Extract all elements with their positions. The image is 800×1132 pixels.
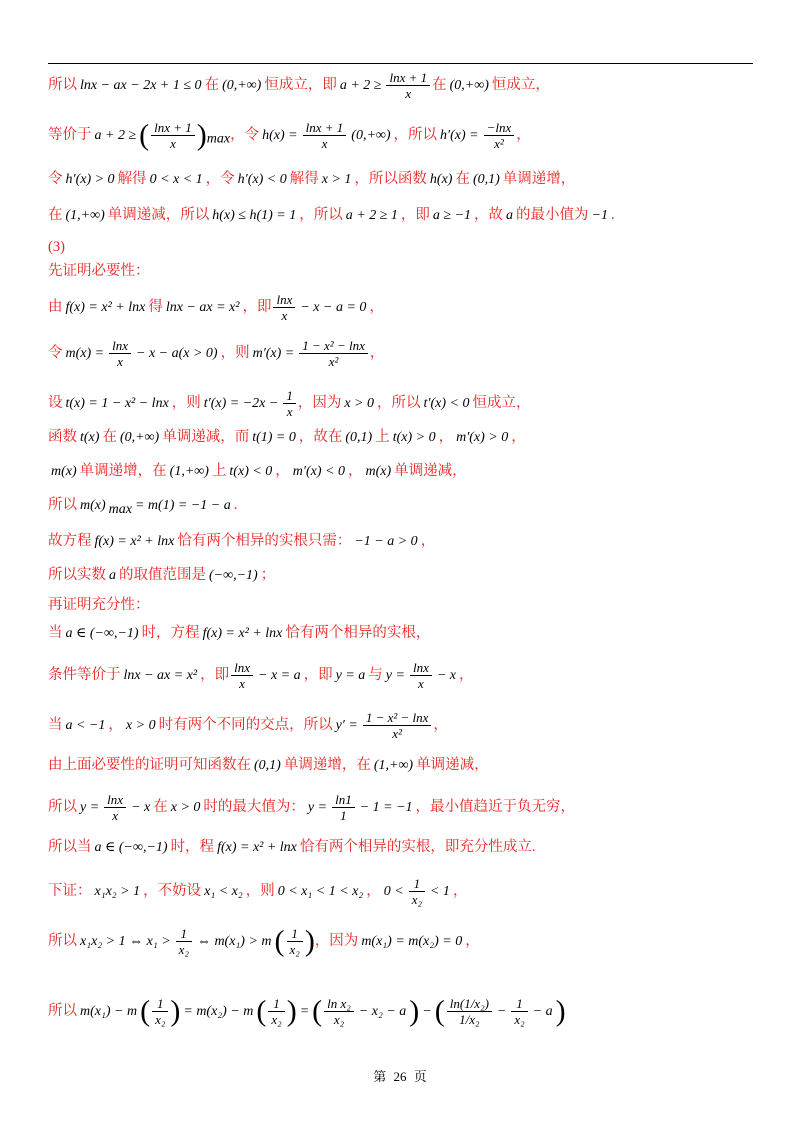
right-paren: )	[170, 994, 181, 1028]
math-fraction	[409, 876, 425, 907]
text-run: 的最小值为	[516, 207, 589, 223]
text-run: ，	[420, 533, 436, 549]
math-expression: (0,1)	[345, 430, 373, 445]
text-run: 恒成立，	[491, 76, 550, 93]
math-fraction	[176, 926, 192, 957]
text-run: ，	[452, 882, 468, 899]
fraction-numerator: 1	[511, 996, 527, 1012]
math-expression: m(x)	[80, 498, 106, 513]
math-expression: (0,+∞)	[119, 430, 160, 445]
math-expression: (1,+∞)	[65, 208, 105, 223]
text-run: ，	[366, 882, 381, 899]
left-paren: (	[274, 924, 285, 958]
text-run: 上	[375, 429, 390, 445]
math-expression: a < −1	[65, 717, 106, 733]
math-expression: h(x) ≤ h(1) = 1	[212, 208, 297, 223]
text-run: 恒成立，	[472, 394, 531, 411]
fraction-numerator: ln x₂	[324, 996, 354, 1012]
math-expression: m′(x) < 0	[292, 464, 345, 479]
math-expression: − x − a(x > 0)	[136, 345, 218, 361]
text-run: ，	[459, 666, 474, 683]
math-expression: < 1	[429, 883, 450, 899]
math-expression: −1 − a > 0	[354, 534, 418, 549]
math-expression: 0 <	[383, 883, 404, 899]
fraction-numerator: lnx + 1	[151, 120, 195, 136]
text-line-l3	[48, 168, 575, 191]
math-expression: f(x) = x² + lnx	[202, 626, 283, 641]
text-line-l10	[48, 426, 526, 449]
text-run: 条件等价于	[48, 666, 121, 683]
math-expression: t′(x) < 0	[423, 395, 470, 411]
text-run: 单调递增，	[502, 171, 576, 187]
math-fraction	[410, 660, 432, 691]
right-paren: )	[196, 118, 207, 152]
math-expression: m(x)	[365, 464, 392, 479]
fraction-numerator: lnx + 1	[386, 70, 430, 86]
math-expression: x > 0	[170, 799, 201, 815]
text-run: ，即	[242, 298, 272, 315]
right-paren: )	[555, 994, 566, 1028]
fraction-numerator: ln1	[332, 792, 355, 808]
math-expression: y′ =	[335, 717, 358, 733]
math-fraction	[363, 710, 432, 741]
text-line-l8	[48, 338, 384, 369]
math-expression: t(x) < 0	[229, 464, 273, 479]
math-fraction	[511, 996, 527, 1027]
fraction-numerator: −lnx	[484, 120, 515, 136]
math-expression: m(x₁) − m	[80, 1003, 138, 1019]
text-line-l9	[48, 388, 530, 419]
text-run: ，即	[400, 207, 430, 223]
math-expression: lnx − ax = x²	[165, 299, 240, 315]
math-expression: h′(x) =	[440, 127, 479, 143]
text-run: 单调递增，在	[283, 757, 371, 773]
text-run: ，	[465, 932, 480, 949]
math-expression: (0,+∞)	[449, 77, 489, 93]
text-run: ，故	[474, 207, 504, 223]
text-run: ，	[438, 429, 454, 445]
math-expression: f(x) = x² + lnx	[94, 534, 175, 549]
fraction-denominator: x₂	[289, 942, 300, 957]
text-run: 在	[102, 429, 117, 445]
text-run: ，则	[220, 344, 250, 361]
math-fraction	[303, 120, 347, 151]
fraction-numerator: lnx	[273, 292, 295, 308]
text-run: 所以当	[48, 839, 92, 855]
math-fraction	[324, 996, 354, 1027]
right-paren: )	[304, 924, 315, 958]
math-expression: − a	[532, 1003, 553, 1019]
math-fraction	[104, 792, 126, 823]
math-expression: 0 < x₁ < 1 < x₂	[277, 883, 364, 899]
text-run: ，令	[230, 126, 260, 143]
text-run: ，因为	[297, 394, 342, 411]
text-run: 上	[211, 463, 227, 479]
math-expression: −1	[591, 208, 608, 223]
text-run: 故方程	[48, 533, 92, 549]
text-run: 再证明充分性：	[48, 597, 150, 613]
right-paren: )	[286, 994, 297, 1028]
math-expression: (1,+∞)	[373, 758, 414, 773]
fraction-numerator: 1	[409, 876, 425, 892]
text-run: 函数	[48, 429, 77, 445]
text-line-l14	[48, 564, 275, 587]
fraction-numerator: 1	[283, 388, 296, 404]
math-expression: x₁x₂ > 1 ⇔ x₁ >	[80, 933, 171, 949]
math-expression: (0,1)	[254, 758, 281, 773]
text-run: 单调递增，在	[79, 463, 167, 479]
math-expression: y =	[385, 667, 405, 683]
math-fraction	[386, 70, 430, 101]
math-expression: t′(x) = −2x −	[203, 395, 279, 411]
text-run: 在	[455, 171, 470, 187]
fraction-denominator: x₂	[178, 942, 189, 957]
text-run: 单调递减，而	[162, 429, 250, 445]
text-run: .	[233, 497, 238, 513]
fraction-numerator: lnx	[410, 660, 432, 676]
text-run: 由	[48, 298, 63, 315]
math-expression: a ∈ (−∞,−1)	[94, 840, 168, 855]
math-fraction	[151, 120, 195, 151]
math-expression: y =	[307, 799, 328, 815]
math-expression: − x	[131, 799, 151, 815]
text-run: ，故在	[298, 429, 343, 445]
text-run: 单调递减，	[416, 757, 489, 773]
fraction-numerator: 1 − x² − lnx	[299, 338, 368, 354]
text-run: ，令	[205, 171, 235, 187]
text-line-l18	[48, 710, 448, 741]
text-run: 令	[48, 344, 63, 361]
math-expression: lnx − ax = x²	[123, 667, 198, 683]
math-expression: m(x) =	[65, 345, 105, 361]
fraction-denominator: x	[170, 136, 176, 151]
text-run: 时的最大值为：	[203, 798, 305, 815]
text-run: 恒成立，即	[264, 76, 337, 93]
math-fraction	[299, 338, 368, 369]
math-expression: − x	[436, 667, 457, 683]
math-expression: y =	[80, 799, 100, 815]
math-expression: 0 < x < 1	[149, 172, 203, 187]
text-run: ，因为	[314, 932, 359, 949]
text-run: ，	[108, 716, 123, 733]
text-run: 当	[48, 716, 63, 733]
math-fraction	[287, 926, 303, 957]
left-paren: (	[140, 994, 151, 1028]
fraction-denominator: x²	[328, 354, 339, 369]
fraction-denominator: x	[418, 676, 424, 691]
text-run: 时，程	[170, 839, 215, 855]
text-run: 先证明必要性：	[48, 263, 150, 279]
math-expression: a + 2 ≥ 1	[345, 208, 398, 223]
fraction-denominator: x²	[494, 136, 504, 151]
math-expression: lnx − ax − 2x + 1 ≤ 0	[80, 77, 202, 93]
fraction-denominator: x	[239, 676, 245, 691]
text-line-l21	[48, 836, 536, 859]
text-run: ，所以	[393, 126, 438, 143]
text-line-l11	[48, 460, 467, 483]
math-expression: h′(x) < 0	[237, 172, 287, 187]
math-expression: t(x)	[80, 430, 100, 445]
text-run: 在	[204, 76, 220, 93]
left-paren: (	[434, 994, 445, 1028]
math-expression: (0,1)	[472, 172, 500, 187]
text-line-l4	[48, 204, 615, 227]
fraction-denominator: x₂	[514, 1012, 525, 1027]
footer-page-number: 26	[393, 1069, 407, 1084]
text-run: ，	[369, 344, 385, 361]
text-run: ，不妨设	[143, 882, 202, 899]
text-run: ，即	[303, 666, 333, 683]
text-line-l12	[48, 494, 237, 521]
math-expression: − 1 = −1	[359, 799, 413, 815]
text-line-l1	[48, 70, 550, 101]
fraction-numerator: lnx	[109, 338, 131, 354]
text-run: 所以	[48, 798, 77, 815]
math-expression: − x₂ − a	[358, 1003, 407, 1019]
text-run: 所以	[48, 76, 77, 93]
fraction-denominator: x	[405, 86, 412, 101]
fraction-denominator: 1	[340, 808, 347, 823]
text-run: ，	[369, 298, 384, 315]
text-run: 时有两个不同的交点，所以	[158, 716, 333, 733]
text-run: .	[611, 207, 615, 223]
fraction-denominator: x	[112, 808, 118, 823]
text-line-l15	[48, 594, 150, 616]
header-rule	[48, 63, 753, 64]
math-expression: h(x)	[429, 172, 453, 187]
text-run: 得	[148, 298, 163, 315]
text-run: ，	[511, 429, 526, 445]
text-run: ，则	[245, 882, 275, 899]
text-line-l23	[48, 926, 480, 957]
math-fraction	[273, 292, 295, 323]
right-paren: )	[409, 994, 420, 1028]
math-expression: (0,+∞)	[351, 127, 391, 143]
text-line-l6	[48, 260, 150, 282]
math-expression: h′(x) > 0	[65, 172, 115, 187]
fraction-numerator: ln(1/x₂)	[447, 996, 492, 1012]
text-run: 所以实数	[48, 567, 106, 583]
fraction-numerator: 1	[268, 996, 284, 1012]
text-run: 在	[48, 207, 63, 223]
math-expression: t(x) = 1 − x² − lnx	[65, 395, 169, 411]
text-run: 所以	[48, 497, 77, 513]
text-run: 单调递减，	[394, 463, 467, 479]
fraction-numerator: 1	[152, 996, 168, 1012]
math-expression: f(x) = x² + lnx	[65, 299, 146, 315]
text-run: ，	[516, 126, 531, 143]
math-expression: (0,+∞)	[222, 77, 262, 93]
math-expression: = m(x₂) − m	[183, 1003, 254, 1019]
text-run: ，所以	[377, 394, 421, 411]
fraction-numerator: lnx + 1	[303, 120, 347, 136]
text-run: 等价于	[48, 126, 92, 143]
text-run: 与	[368, 666, 383, 683]
math-expression: a ≥ −1	[432, 208, 472, 223]
math-fraction	[332, 792, 355, 823]
math-expression: f(x) = x² + lnx	[217, 840, 297, 855]
text-run: ；	[260, 567, 276, 583]
math-expression: x > 0	[125, 717, 156, 733]
math-fraction	[484, 120, 515, 151]
math-subscript: max	[108, 501, 132, 517]
text-line-l2	[48, 120, 531, 151]
math-expression: = m(1) = −1 − a	[134, 498, 231, 513]
fraction-numerator: lnx	[104, 792, 126, 808]
fraction-numerator: 1	[287, 926, 303, 942]
math-fraction	[268, 996, 284, 1027]
text-line-l17	[48, 660, 474, 691]
math-expression: a ∈ (−∞,−1)	[65, 626, 139, 641]
math-expression: a	[109, 568, 116, 583]
text-line-l16	[48, 622, 430, 645]
fraction-denominator: x²	[392, 726, 402, 741]
math-expression: a + 2 ≥	[94, 127, 137, 143]
text-run: 恰有两个相异的实根，即充分性成立.	[299, 839, 536, 855]
text-line-l24	[48, 996, 566, 1027]
math-expression: x₁ < x₂	[204, 883, 243, 899]
text-run: 令	[48, 171, 63, 187]
text-run: ，则	[171, 394, 201, 411]
fraction-denominator: x₂	[411, 892, 422, 907]
text-run: ，	[347, 463, 363, 479]
left-paren: (	[139, 118, 150, 152]
text-run: 单调递减，所以	[107, 207, 210, 223]
math-expression: − x = a	[258, 667, 301, 683]
math-expression: −	[422, 1003, 432, 1019]
math-fraction	[231, 660, 253, 691]
text-run: 当	[48, 625, 63, 641]
fraction-denominator: x	[286, 404, 293, 419]
math-expression: m(x₁) = m(x₂) = 0	[361, 933, 463, 949]
math-expression: (1,+∞)	[169, 464, 209, 479]
fraction-denominator: x₂	[155, 1012, 166, 1027]
text-line-l5	[48, 236, 65, 258]
math-expression: a	[506, 208, 514, 223]
math-expression: a + 2 ≥	[339, 77, 382, 93]
text-line-l20	[48, 792, 575, 823]
fraction-denominator: x	[117, 354, 123, 369]
math-expression: x > 0	[344, 395, 375, 411]
text-run: ，所以	[299, 207, 343, 223]
math-expression: −	[496, 1003, 507, 1019]
fraction-denominator: x	[281, 308, 288, 323]
text-run: ，最小值趋近于负无穷，	[415, 798, 576, 815]
math-subscript: max	[206, 131, 231, 147]
text-run: ，	[433, 716, 448, 733]
math-expression: y = a	[335, 667, 366, 683]
math-expression: t(1) = 0	[252, 430, 296, 445]
text-run: 的取值范围是	[119, 567, 206, 583]
text-run: 在	[153, 798, 168, 815]
text-run: ，	[275, 463, 290, 479]
text-line-l19	[48, 754, 489, 777]
math-expression: (−∞,−1)	[209, 568, 258, 583]
math-fraction	[109, 338, 131, 369]
left-paren: (	[256, 994, 267, 1028]
math-expression: x > 1	[321, 172, 352, 187]
math-expression: m′(x) =	[252, 345, 295, 361]
math-fraction	[447, 996, 492, 1027]
math-expression: t(x) > 0	[392, 430, 436, 445]
text-run: 所以	[48, 932, 77, 949]
text-run: 时，方程	[141, 625, 200, 641]
page-footer	[0, 1066, 800, 1085]
text-run: 解得	[289, 171, 319, 187]
math-expression: m(x)	[51, 464, 77, 479]
math-expression: h(x) =	[262, 127, 298, 143]
fraction-denominator: 1/x₂	[459, 1012, 480, 1027]
text-run: 恰有两个相异的实根，	[285, 625, 431, 641]
fraction-numerator: 1	[176, 926, 192, 942]
fraction-denominator: x₂	[333, 1012, 345, 1027]
text-line-l22	[48, 876, 467, 907]
fraction-numerator: lnx	[231, 660, 253, 676]
text-run: 由上面必要性的证明可知函数在	[48, 757, 251, 773]
text-run: 下证：	[48, 882, 92, 899]
text-run: 所以	[48, 1002, 77, 1019]
fraction-denominator: x₂	[271, 1012, 282, 1027]
text-run: 在	[432, 76, 447, 93]
math-fraction	[283, 388, 296, 419]
footer-suffix: 页	[413, 1069, 427, 1084]
math-expression: =	[299, 1003, 310, 1019]
text-run: ，即	[200, 666, 230, 683]
math-expression: ⇔ m(x₁) > m	[196, 933, 272, 949]
left-paren: (	[312, 994, 323, 1028]
math-expression: x₁x₂ > 1	[94, 883, 141, 899]
math-expression: − x − a = 0	[300, 299, 367, 315]
text-run: 设	[48, 394, 63, 411]
fraction-numerator: 1 − x² − lnx	[363, 710, 432, 726]
text-run: 解得	[117, 171, 147, 187]
text-line-l13	[48, 530, 435, 553]
text-run: ，所以函数	[354, 171, 427, 187]
text-line-l7	[48, 292, 384, 323]
math-fraction	[152, 996, 168, 1027]
footer-prefix: 第	[373, 1069, 387, 1084]
fraction-denominator: x	[321, 136, 328, 151]
math-expression: m′(x) > 0	[456, 430, 509, 445]
text-run: (3)	[48, 239, 65, 255]
text-run: 恰有两个相异的实根只需：	[177, 533, 352, 549]
